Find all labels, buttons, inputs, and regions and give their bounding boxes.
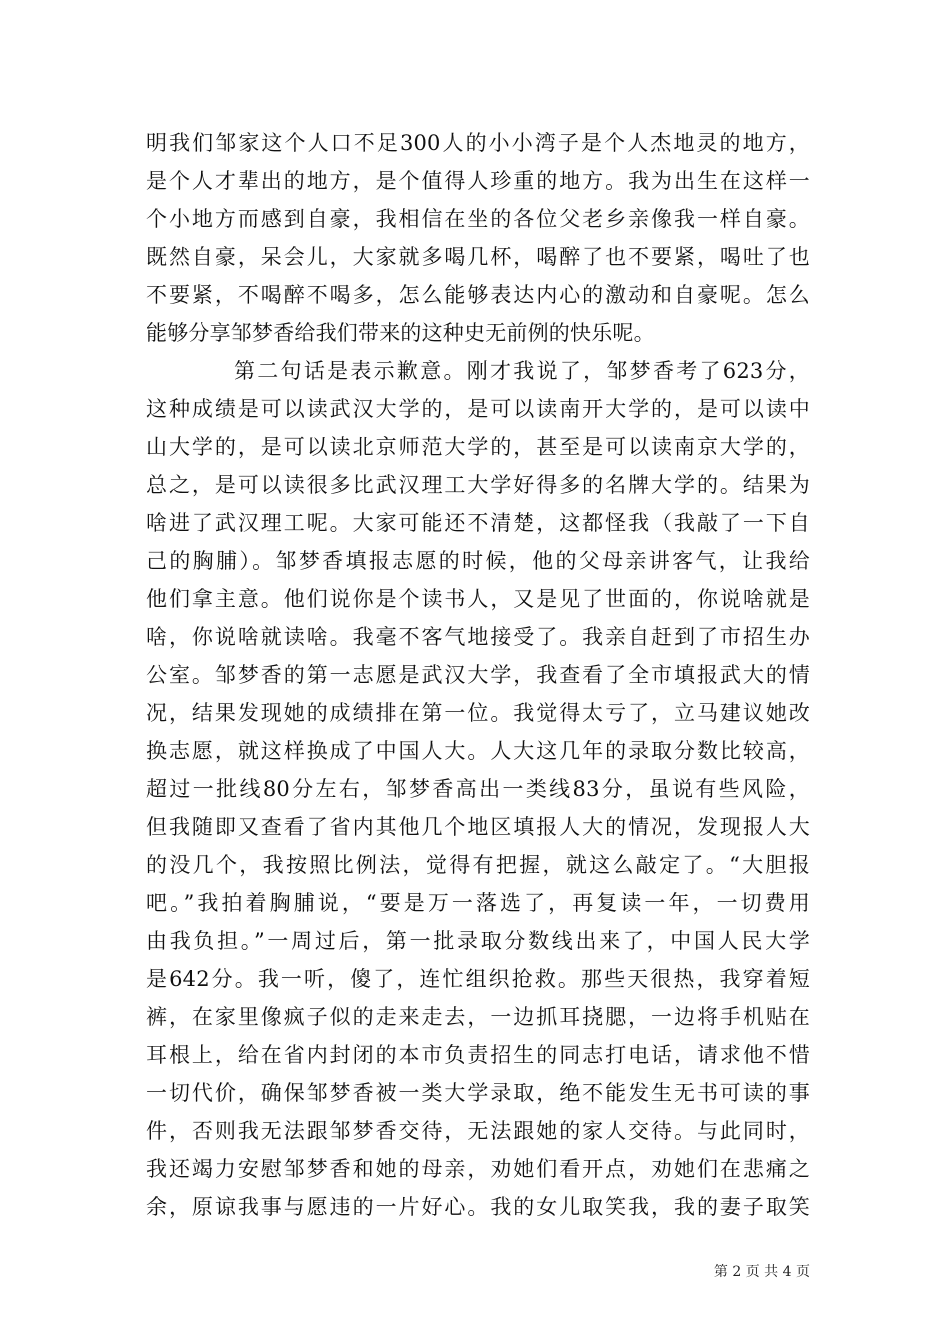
text-line: 第二句话是表示歉意。刚才我说了，邹梦香考了623分， bbox=[234, 359, 810, 383]
text-line: 但我随即又查看了省内其他几个地区填报人大的情况，发现报人大 bbox=[146, 815, 810, 839]
text-line: 件，否则我无法跟邹梦香交待，无法跟她的家人交待。与此同时， bbox=[146, 1119, 810, 1143]
paragraph-2 bbox=[146, 352, 810, 1226]
text-line: 况，结果发现她的成绩排在第一位。我觉得太亏了，立马建议她改 bbox=[146, 701, 810, 725]
text-line: 这种成绩是可以读武汉大学的，是可以读南开大学的，是可以读中 bbox=[146, 397, 810, 421]
text-line: 我还竭力安慰邹梦香和她的母亲，劝她们看开点，劝她们在悲痛之 bbox=[146, 1157, 810, 1181]
text-line: 能够分享邹梦香给我们带来的这种史无前例的快乐呢。 bbox=[146, 321, 655, 345]
text-line: 他们拿主意。他们说你是个读书人，又是见了世面的，你说啥就是 bbox=[146, 587, 810, 611]
text-line: 己的胸脯）。邹梦香填报志愿的时候，他的父母亲讲客气，让我给 bbox=[146, 549, 810, 573]
text-line: 个小地方而感到自豪，我相信在坐的各位父老乡亲像我一样自豪。 bbox=[146, 207, 810, 231]
text-line: 总之，是可以读很多比武汉理工大学好得多的名牌大学的。结果为 bbox=[146, 473, 810, 497]
text-line: 换志愿，就这样换成了中国人大。人大这几年的录取分数比较高， bbox=[146, 739, 810, 763]
text-line: 由我负担。”一周过后，第一批录取分数线出来了，中国人民大学 bbox=[146, 929, 810, 953]
text-line: 是642分。我一听，傻了，连忙组织抢救。那些天很热，我穿着短 bbox=[146, 967, 810, 991]
body-text bbox=[146, 124, 810, 1226]
text-line: 公室。邹梦香的第一志愿是武汉大学，我查看了全市填报武大的情 bbox=[146, 663, 810, 687]
text-line: 吧。”我拍着胸脯说，“要是万一落选了，再复读一年，一切费用 bbox=[146, 891, 810, 915]
text-line: 既然自豪，呆会儿，大家就多喝几杯，喝醉了也不要紧，喝吐了也 bbox=[146, 245, 810, 269]
text-line: 啥，你说啥就读啥。我毫不客气地接受了。我亲自赶到了市招生办 bbox=[146, 625, 810, 649]
text-line: 是个人才辈出的地方，是个值得人珍重的地方。我为出生在这样一 bbox=[146, 169, 810, 193]
text-line: 不要紧，不喝醉不喝多，怎么能够表达内心的激动和自豪呢。怎么 bbox=[146, 283, 810, 307]
text-line: 山大学的，是可以读北京师范大学的，甚至是可以读南京大学的， bbox=[146, 435, 810, 459]
text-line: 超过一批线80分左右，邹梦香高出一类线83分，虽说有些风险， bbox=[146, 777, 810, 801]
text-line: 一切代价，确保邹梦香被一类大学录取，绝不能发生无书可读的事 bbox=[146, 1081, 810, 1105]
text-line: 耳根上，给在省内封闭的本市负责招生的同志打电话，请求他不惜 bbox=[146, 1043, 810, 1067]
text-line: 明我们邹家这个人口不足300人的小小湾子是个人杰地灵的地方， bbox=[146, 131, 810, 155]
paragraph-1 bbox=[146, 124, 810, 352]
text-line: 余，原谅我事与愿违的一片好心。我的女儿取笑我，我的妻子取笑 bbox=[146, 1195, 810, 1219]
text-line: 裤，在家里像疯子似的走来走去，一边抓耳挠腮，一边将手机贴在 bbox=[146, 1005, 810, 1029]
text-line: 啥进了武汉理工呢。大家可能还不清楚，这都怪我（我敲了一下自 bbox=[146, 511, 810, 535]
text-line: 的没几个，我按照比例法，觉得有把握，就这么敲定了。“大胆报 bbox=[146, 853, 810, 877]
page-number: 第 2 页 共 4 页 bbox=[713, 1264, 810, 1280]
